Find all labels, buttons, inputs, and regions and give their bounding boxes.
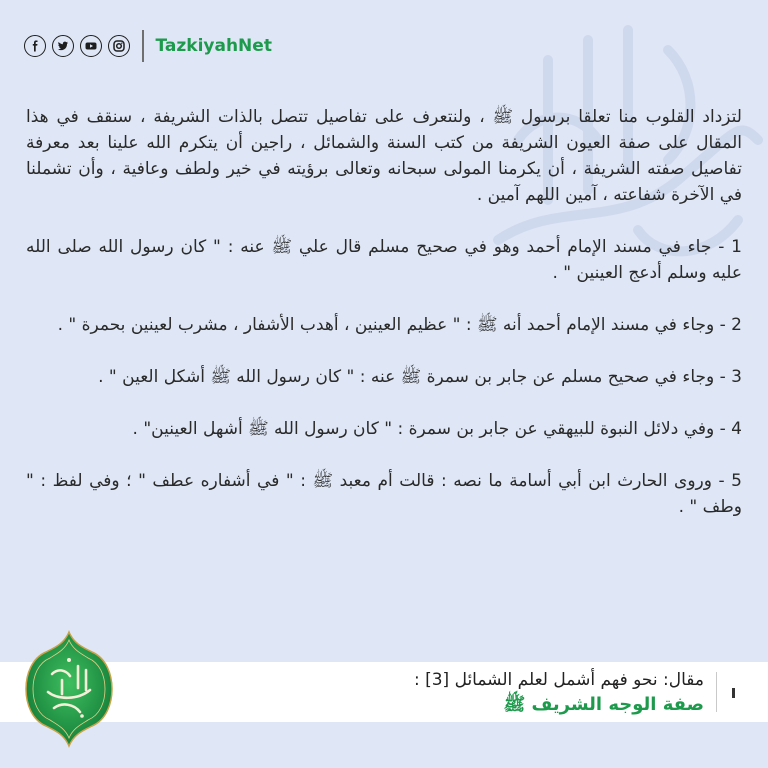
- footer-marker: [732, 688, 735, 698]
- instagram-icon[interactable]: [108, 35, 130, 57]
- social-links: [24, 35, 130, 57]
- hadith-item-1: 1 - جاء في مسند الإمام أحمد وهو في صحيح مسلم قال علي ﷺ عنه : " كان رسول الله صلى الله عليه وسلم أدعج العينين " .: [26, 237, 742, 283]
- footer-text: [144, 668, 704, 718]
- hadith-item-4: 4 - وفي دلائل النبوة للبيهقي عن جابر بن سمرة : " كان رسول الله ﷺ أشهل العينين" .: [132, 419, 742, 439]
- brand-name[interactable]: TazkiyahNet: [155, 36, 272, 56]
- hadith-item-3: 3 - وجاء في صحيح مسلم عن جابر بن سمرة ﷺ عنه : " كان رسول الله ﷺ أشكل العين " .: [98, 367, 742, 387]
- facebook-icon[interactable]: [24, 35, 46, 57]
- intro-paragraph: لتزداد القلوب منا تعلقا برسول ﷺ ، ولنتعرف على تفاصيل تتصل بالذات الشريفة ، سنقف في هذا المقال على صفة العيون الشريفة من كتب السنة والشمائل ، راجين أن يتكرم الله علينا بعد معرفة تفاصيل صفته الشريفة ، أن يكرمنا المولى سبحانه وتعالى برؤيته في خير ولطف وعافية ، وأن تشملنا في الآخرة شفاعته ، آمين اللهم آمين .: [26, 107, 742, 205]
- twitter-icon[interactable]: [52, 35, 74, 57]
- article-title: مقال: نحو فهم أشمل لعلم الشمائل [3] :: [413, 670, 704, 690]
- header: [24, 30, 272, 62]
- article-body: [26, 104, 742, 520]
- calligraphy-emblem-icon: [22, 630, 116, 748]
- article-subtitle: صفة الوجه الشريف ﷺ: [503, 694, 704, 715]
- hadith-item-2: 2 - وجاء في مسند الإمام أحمد أنه ﷺ : " عظيم العينين ، أهدب الأشفار ، مشرب لعينين بحمرة " .: [57, 315, 742, 335]
- header-divider: [142, 30, 144, 62]
- hadith-item-5: 5 - وروى الحارث ابن أبي أسامة ما نصه : قالت أم معبد ﷺ : " في أشفاره عطف " ؛ وفي لفظ : " وطف " .: [26, 471, 742, 517]
- youtube-icon[interactable]: [80, 35, 102, 57]
- footer-separator: [716, 672, 717, 712]
